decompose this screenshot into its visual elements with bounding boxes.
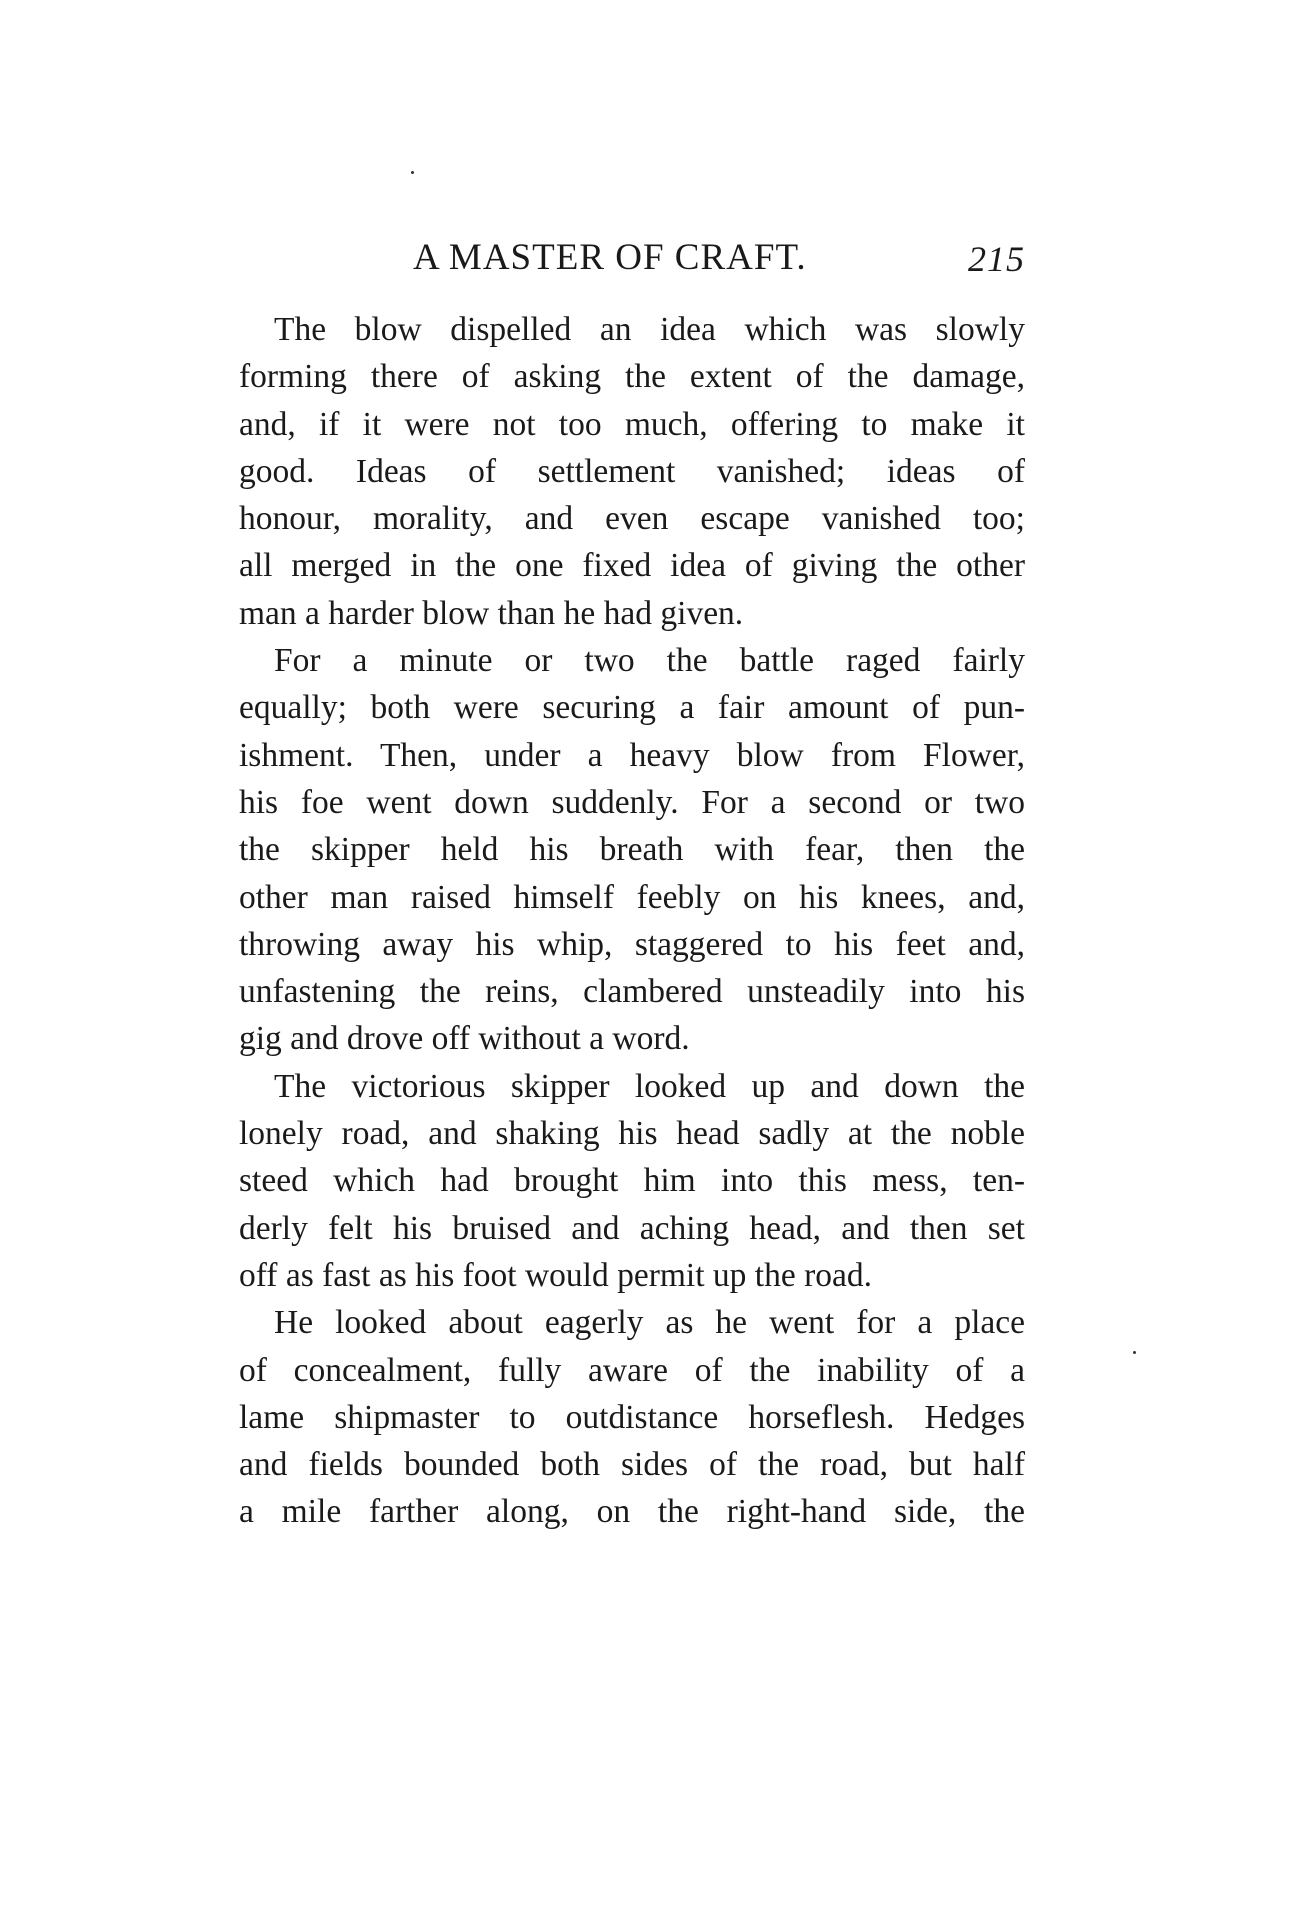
ink-speck [411, 171, 414, 174]
text-line: lonely road, and shaking his head sadly at the noble [239, 1115, 1025, 1153]
text-line: lame shipmaster to outdistance horseflesh. Hedges [239, 1398, 1025, 1436]
paragraph-3 [239, 1063, 1025, 1299]
running-title: A MASTER OF CRAFT. [413, 237, 807, 278]
text-line: He looked about eagerly as he went for a place [274, 1304, 1025, 1342]
text-line: honour, morality, and even escape vanished too; [239, 500, 1025, 538]
text-line: ishment. Then, under a heavy blow from Flower, [239, 736, 1025, 774]
paragraph-2 [239, 637, 1025, 1063]
text-line: the skipper held his breath with fear, then the [239, 831, 1025, 869]
text-line: The victorious skipper looked up and down the [274, 1067, 1025, 1105]
body-text [239, 306, 1025, 1536]
text-line: and fields bounded both sides of the road, but half [239, 1446, 1025, 1484]
text-line: all merged in the one fixed idea of giving the other [239, 547, 1025, 585]
text-line: gig and drove off without a word. [239, 1020, 690, 1058]
text-line: man a harder blow than he had given. [239, 594, 744, 632]
page-header [239, 236, 1025, 286]
text-line: The blow dispelled an idea which was slowly [274, 311, 1025, 348]
text-line: good. Ideas of settlement vanished; ideas of [239, 452, 1025, 490]
text-line: steed which had brought him into this mess, ten- [239, 1162, 1025, 1200]
text-line: other man raised himself feebly on his knees, and, [239, 878, 1025, 916]
text-line: a mile farther along, on the right-hand side, the [239, 1493, 1025, 1531]
paragraph-4 [239, 1299, 1025, 1535]
paragraph-1 [239, 306, 1025, 637]
text-line: of concealment, fully aware of the inability of a [239, 1351, 1025, 1389]
ink-speck [1133, 1351, 1136, 1354]
text-line: equally; both were securing a fair amount of pun- [239, 689, 1025, 727]
text-line: derly felt his bruised and aching head, and then set [239, 1209, 1025, 1247]
text-line: his foe went down suddenly. For a second or two [239, 783, 1025, 821]
page-number: 215 [968, 239, 1025, 279]
text-line: forming there of asking the extent of the damage, [239, 358, 1025, 396]
text-line: and, if it were not too much, offering to make it [239, 405, 1025, 443]
text-line: throwing away his whip, staggered to his feet and, [239, 925, 1025, 963]
text-line: unfastening the reins, clambered unsteadily into his [239, 973, 1025, 1011]
text-line: off as fast as his foot would permit up the road. [239, 1256, 872, 1294]
text-line: For a minute or two the battle raged fairly [274, 642, 1025, 680]
